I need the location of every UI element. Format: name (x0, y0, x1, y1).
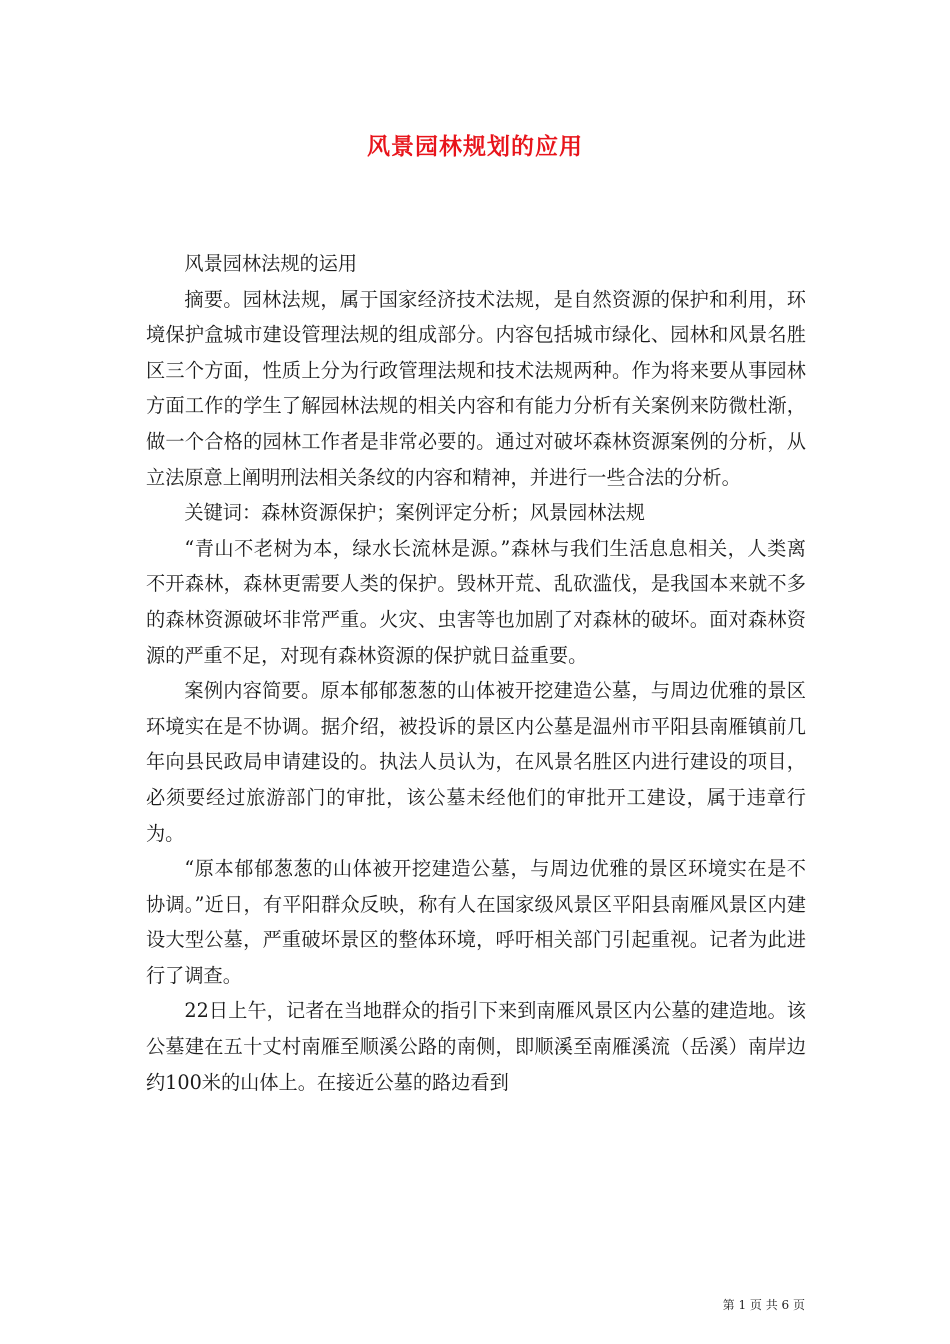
paragraph-abstract: 摘要。园林法规，属于国家经济技术法规，是自然资源的保护和利用，环境保护盒城市建设管理法规的组成部分。内容包括城市绿化、园林和风景名胜区三个方面，性质上分为行政管理法规和技术法规两种。作为将来要从事园林方面工作的学生了解园林法规的相关内容和有能力分析有关案例来防微杜渐，做一个合格的园林工作者是非常必要的。通过对破坏森林资源案例的分析，从立法原意上阐明刑法相关条纹的内容和精神，并进行一些合法的分析。 (146, 287, 806, 489)
paragraph-intro: “青山不老树为本，绿水长流林是源。”森林与我们生活息息相关，人类离不开森林，森林更需要人类的保护。毁林开荒、乱砍滥伐，是我国本来就不多的森林资源破坏非常严重。火灾、虫害等也加剧了对森林的破坏。面对森林资源的严重不足，对现有森林资源的保护就日益重要。 (146, 536, 806, 667)
document-body (146, 246, 806, 1100)
document-title: 风景园林规划的应用 (367, 133, 583, 160)
paragraph-subtitle: 风景园林法规的运用 (184, 252, 358, 275)
paragraph-quote: “原本郁郁葱葱的山体被开挖建造公墓，与周边优雅的景区环境实在是不协调。”近日，有平阳群众反映，称有人在国家级风景区平阳县南雁风景区内建设大型公墓，严重破坏景区的整体环境，呼吁相关部门引起重视。记者为此进行了调查。 (146, 857, 806, 987)
paragraph-keywords: 关键词：森林资源保护；案例评定分析；风景园林法规 (184, 501, 645, 525)
paragraph-report: 22日上午，记者在当地群众的指引下来到南雁风景区内公墓的建造地。该公墓建在五十丈村南雁至顺溪公路的南侧，即顺溪至南雁溪流（岳溪）南岸边约100米的山体上。在接近公墓的路边看到 (146, 999, 806, 1094)
paragraph-case-summary: 案例内容简要。原本郁郁葱葱的山体被开挖建造公墓，与周边优雅的景区环境实在是不协调。据介绍，被投诉的景区内公墓是温州市平阳县南雁镇前几年向县民政局申请建设的。执法人员认为，在风景名胜区内进行建设的项目，必须要经过旅游部门的审批，该公墓未经他们的审批开工建设，属于违章行为。 (146, 679, 806, 845)
page-number-footer: 第 1 页 共 6 页 (722, 1298, 805, 1312)
